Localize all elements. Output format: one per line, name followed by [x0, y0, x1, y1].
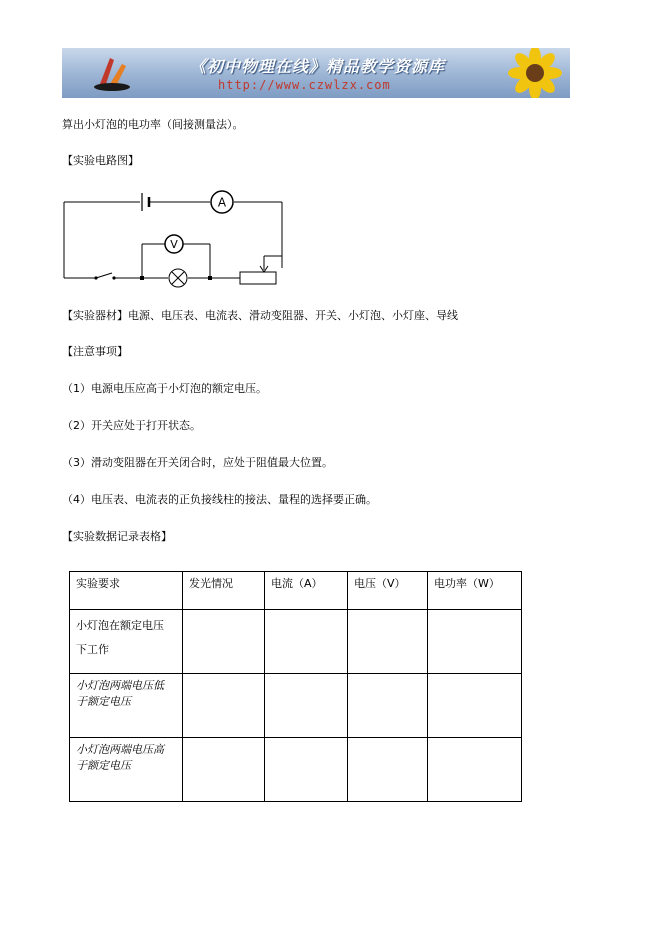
notes-heading: 【注意事项】: [62, 345, 128, 358]
note-item: （2）开关应处于打开状态。: [62, 419, 201, 432]
row-label-line: 于额定电压: [76, 695, 131, 708]
table-cell[interactable]: [348, 738, 428, 802]
table-cell[interactable]: [183, 738, 265, 802]
table-row: [70, 610, 522, 674]
table-header-row: [70, 572, 522, 610]
table-row-label: [70, 674, 183, 738]
table-header-cell: 发光情况: [183, 572, 265, 610]
table-cell[interactable]: [183, 610, 265, 674]
banner-title: 《初中物理在线》精品教学资源库: [190, 57, 446, 76]
battery-icon: [142, 193, 149, 211]
table-cell[interactable]: [428, 610, 522, 674]
table-header-cell: 电功率（W）: [428, 572, 522, 610]
circuit-heading: 【实验电路图】: [62, 154, 139, 167]
table-cell[interactable]: [265, 674, 348, 738]
table-cell[interactable]: [428, 674, 522, 738]
table-cell[interactable]: [265, 738, 348, 802]
table-header-cell: 实验要求: [70, 572, 183, 610]
intro-text: 算出小灯泡的电功率（间接测量法）。: [62, 118, 244, 131]
table-cell[interactable]: [348, 610, 428, 674]
row-label-line: 小灯泡两端电压高: [76, 743, 164, 756]
table-cell[interactable]: [265, 610, 348, 674]
note-item: （4）电压表、电流表的正负接线柱的接法、量程的选择要正确。: [62, 493, 377, 506]
table-row: [70, 674, 522, 738]
table-row: [70, 738, 522, 802]
table-header-cell: 电流（A）: [265, 572, 348, 610]
logo-icon: [92, 54, 132, 92]
sunflower-icon: [480, 48, 570, 98]
data-table: [69, 571, 522, 802]
note-item: （3）滑动变阻器在开关闭合时，应处于阻值最大位置。: [62, 456, 333, 469]
circuit-diagram: [58, 186, 290, 288]
table-heading: 【实验数据记录表格】: [62, 530, 172, 543]
ammeter-icon: [211, 191, 233, 213]
voltmeter-label: V: [170, 238, 178, 251]
row-label-line: 于额定电压: [76, 759, 131, 772]
switch-icon: [94, 273, 115, 280]
voltmeter-icon: [165, 235, 183, 253]
table-row-label: [70, 610, 183, 674]
row-label-line: 下工作: [76, 643, 109, 656]
note-item: （1）电源电压应高于小灯泡的额定电压。: [62, 382, 267, 395]
table-cell[interactable]: [183, 674, 265, 738]
table-row-label: [70, 738, 183, 802]
header-banner: [62, 48, 570, 98]
table-header-cell: 电压（V）: [348, 572, 428, 610]
table-cell[interactable]: [348, 674, 428, 738]
row-label-line: 小灯泡在额定电压: [76, 619, 164, 632]
rheostat-icon: [240, 256, 282, 284]
table-cell[interactable]: [428, 738, 522, 802]
row-label-line: 小灯泡两端电压低: [76, 679, 164, 692]
ammeter-label: A: [217, 195, 227, 210]
materials-text: 【实验器材】电源、电压表、电流表、滑动变阻器、开关、小灯泡、小灯座、导线: [62, 309, 458, 322]
banner-url: http://www.czwlzx.com: [218, 78, 391, 92]
lamp-icon: [169, 269, 187, 287]
